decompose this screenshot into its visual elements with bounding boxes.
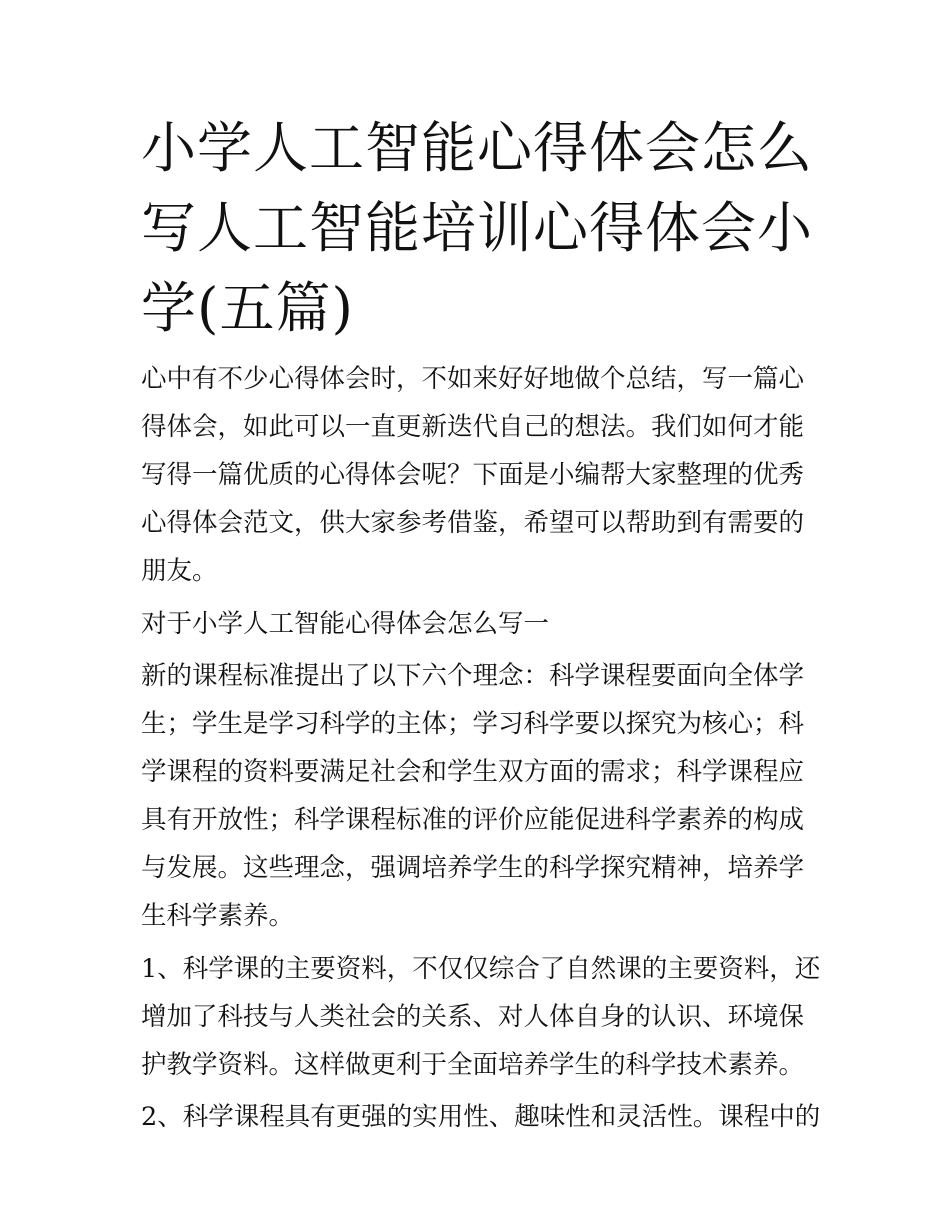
numbered-paragraph: 1、科学课的主要资料，不仅仅综合了自然课的主要资料，还增加了科技与人类社会的关系、对人体自身的认识、环境保护教学资料。这样做更利于全面培养学生的科学技术素养。 xyxy=(141,953,821,1080)
document-body xyxy=(141,355,821,1146)
numbered-paragraph: 2、科学课程具有更强的实用性、趣味性和灵活性。课程中的 xyxy=(141,1102,821,1132)
body-paragraph: 新的课程标准提出了以下六个理念：科学课程要面向全体学生；学生是学习科学的主体；学习科学要以探究为核心；科学课程的资料要满足社会和学生双方面的需求；科学课程应具有开放性；科学课程标准的评价应能促进科学素养的构成与发展。这些理念，强调培养学生的科学探究精神，培养学生科学素养。 xyxy=(141,661,805,931)
document-title: 小学人工智能心得体会怎么写人工智能培训心得体会小学(五篇) xyxy=(141,116,814,340)
section-heading: 对于小学人工智能心得体会怎么写一 xyxy=(141,608,550,639)
intro-paragraph: 心中有不少心得体会时，不如来好好地做个总结，写一篇心得体会，如此可以一直更新迭代自己的想法。我们如何才能写得一篇优质的心得体会呢？下面是小编帮大家整理的优秀心得体会范文，供大家参考借鉴，希望可以帮助到有需要的朋友。 xyxy=(141,364,805,586)
